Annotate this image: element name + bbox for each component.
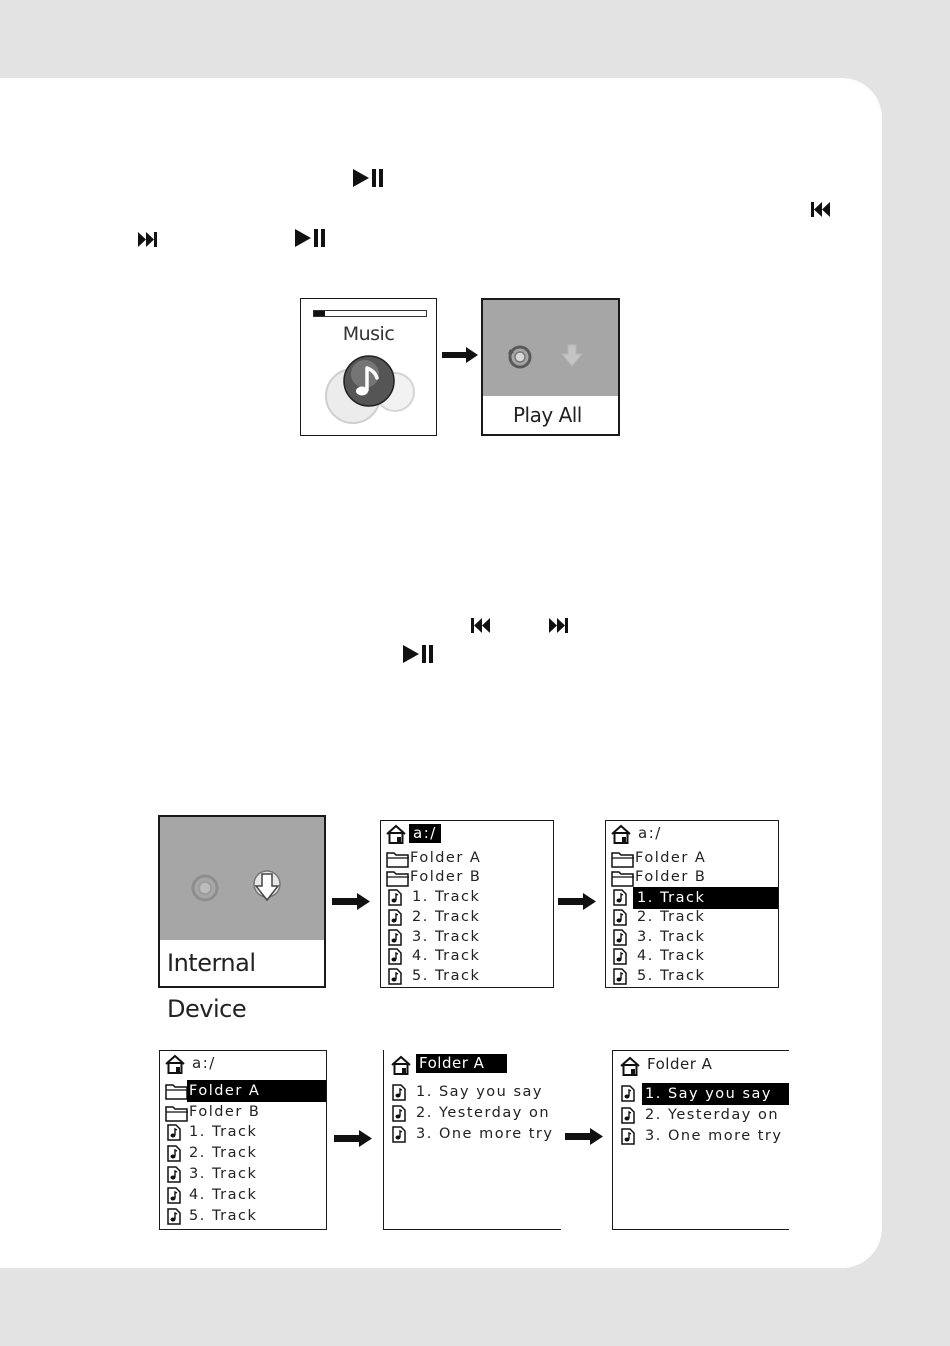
next-icon — [548, 618, 568, 633]
music-menu-screen — [300, 298, 437, 436]
music-file-icon — [613, 889, 627, 910]
list-item[interactable]: 3. One more try — [384, 1125, 561, 1144]
list-item-selected[interactable]: 1. Track — [606, 888, 778, 907]
file-browser-screen — [159, 1050, 327, 1230]
list-item[interactable]: 2. Track — [381, 908, 553, 927]
repeat-icon — [188, 873, 222, 903]
music-file-icon — [167, 1208, 181, 1229]
music-file-icon — [167, 1145, 181, 1166]
folder-screen — [612, 1050, 789, 1230]
list-item[interactable]: Folder B — [160, 1103, 326, 1122]
internal-device-screen — [158, 815, 326, 1023]
list-item[interactable]: 2. Track — [606, 908, 778, 927]
list-item[interactable]: 3. Track — [606, 928, 778, 947]
arrow-right-icon — [565, 1128, 603, 1150]
list-item[interactable]: 4. Track — [606, 947, 778, 966]
home-icon — [610, 824, 632, 845]
arrow-right-icon — [442, 347, 478, 368]
music-file-icon — [621, 1107, 635, 1128]
play-all-label: Play All — [483, 396, 618, 434]
music-label: Music — [342, 323, 395, 345]
list-item-selected[interactable]: Folder A — [160, 1081, 326, 1100]
folder-screen — [383, 1050, 561, 1230]
music-file-icon — [388, 948, 402, 969]
list-item[interactable]: Folder A — [381, 849, 553, 868]
music-file-icon — [388, 968, 402, 989]
folder-title: Folder A — [416, 1054, 507, 1073]
list-item[interactable]: 5. Track — [381, 967, 553, 986]
list-item[interactable]: 1. Say you say — [384, 1083, 561, 1102]
arrow-right-icon — [332, 893, 370, 915]
list-item[interactable]: Folder B — [606, 868, 778, 887]
current-path: a:/ — [192, 1054, 216, 1072]
music-file-icon — [167, 1166, 181, 1187]
music-file-icon — [392, 1126, 406, 1147]
music-file-icon — [613, 909, 627, 930]
list-item[interactable]: 3. Track — [160, 1165, 326, 1184]
play-pause-icon — [402, 644, 434, 664]
list-item[interactable]: 4. Track — [381, 947, 553, 966]
list-item[interactable]: 3. Track — [381, 928, 553, 947]
list-item[interactable]: 1. Track — [381, 888, 553, 907]
home-icon — [385, 824, 407, 845]
home-icon — [390, 1055, 412, 1076]
list-item[interactable]: 2. Yesterday on — [384, 1104, 561, 1123]
internal-device-label: Internal Device — [160, 940, 324, 986]
home-icon — [619, 1056, 641, 1077]
list-item[interactable]: 2. Track — [160, 1144, 326, 1163]
music-file-icon — [167, 1187, 181, 1208]
music-file-icon — [392, 1084, 406, 1105]
music-file-icon — [167, 1124, 181, 1145]
current-path: a:/ — [409, 824, 441, 843]
previous-icon — [471, 618, 491, 633]
previous-icon — [811, 202, 831, 217]
music-file-icon — [621, 1085, 635, 1106]
music-file-icon — [621, 1128, 635, 1149]
list-item-selected[interactable]: 1. Say you say — [613, 1084, 789, 1103]
progress-bar — [313, 310, 427, 317]
play-all-screen — [481, 298, 620, 436]
list-item[interactable]: Folder B — [381, 868, 553, 887]
arrow-right-icon — [558, 893, 596, 915]
list-item[interactable]: 5. Track — [606, 967, 778, 986]
folder-icon — [165, 1082, 189, 1104]
file-browser-screen — [380, 820, 554, 988]
music-file-icon — [388, 909, 402, 930]
music-file-icon — [388, 889, 402, 910]
download-icon — [252, 870, 282, 904]
home-icon — [164, 1054, 186, 1075]
music-file-icon — [392, 1105, 406, 1126]
folder-title: Folder A — [647, 1055, 713, 1073]
progress-fill — [314, 311, 325, 316]
file-browser-screen — [605, 820, 779, 988]
music-file-icon — [613, 948, 627, 969]
music-file-icon — [613, 968, 627, 989]
list-item[interactable]: 4. Track — [160, 1186, 326, 1205]
current-path: a:/ — [638, 824, 662, 842]
repeat-icon — [505, 344, 535, 370]
arrow-right-icon — [334, 1130, 372, 1152]
list-item[interactable]: 2. Yesterday on — [613, 1106, 789, 1125]
music-note-icon — [323, 354, 417, 428]
list-item[interactable]: 3. One more try — [613, 1127, 789, 1146]
list-item[interactable]: 5. Track — [160, 1207, 326, 1226]
download-icon — [559, 343, 585, 369]
play-pause-icon — [352, 168, 384, 188]
list-item[interactable]: Folder A — [606, 849, 778, 868]
next-icon — [137, 232, 157, 247]
list-item[interactable]: 1. Track — [160, 1123, 326, 1142]
play-pause-icon — [294, 228, 326, 248]
